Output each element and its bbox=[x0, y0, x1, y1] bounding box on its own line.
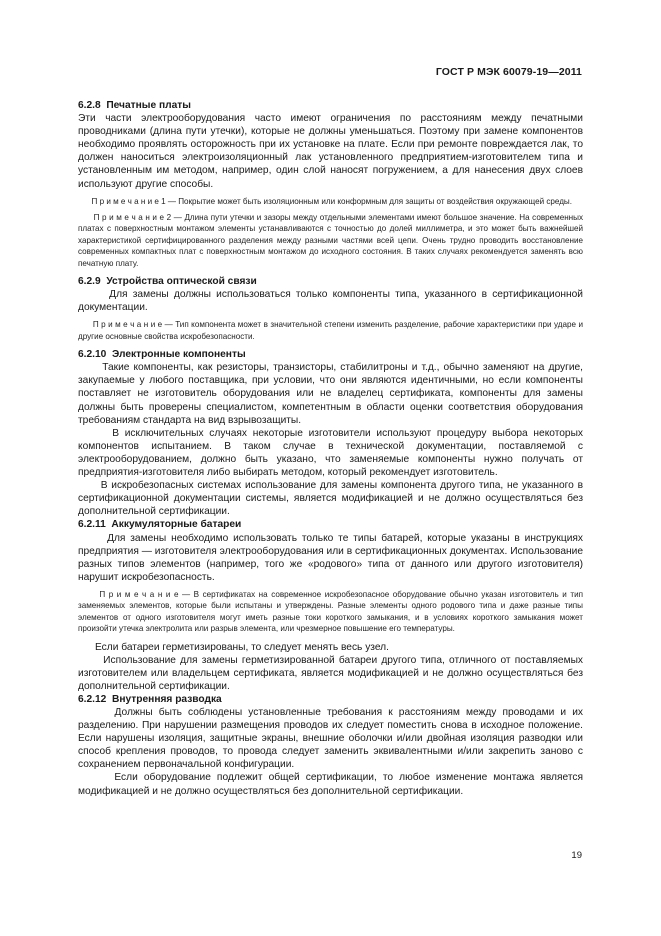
section-title-6-2-12: 6.2.12 Внутренняя разводка bbox=[78, 693, 222, 705]
note-label: П р и м е ч а н и е bbox=[91, 196, 159, 206]
note-label: П р и м е ч а н и е bbox=[93, 213, 165, 223]
page-number: 19 bbox=[571, 850, 582, 861]
document-header: ГОСТ Р МЭК 60079-19—2011 bbox=[435, 66, 582, 78]
note-label: П р и м е ч а н и е bbox=[92, 320, 163, 330]
section-6-2-11-paragraph-1: Для замены необходимо использовать только те типы батарей, которые указаны в инструкциях предприятия — изготовителя электрооборудования или в сертификационных документах. Использование разных типов элементов (например, того же «родового» типа от данного или другого изготовителя) нарушит искробезопасность. bbox=[78, 532, 583, 583]
section-6-2-8-paragraph-1: Эти части электрооборудования часто имеют ограничения по расстояниям между печатными проводниками (длина пути утечки), которые не должны уменьшаться. Поэтому при замене компонентов необходимо проявлять осторожность при их установке на плате. Если при ремонте повреждается лак, то должен наноситься электроизоляционный лак установленного предприятием-изготовителем типа и установленным им методом, например, один слой наносят погружением, а для нанесения двух слоев используют другие способы. bbox=[78, 113, 583, 190]
section-title-6-2-10: 6.2.10 Электронные компоненты bbox=[78, 349, 246, 361]
section-6-2-10-paragraph-2: В исключительных случаях некоторые изготовители используют процедуру выбора некоторых компонентов испытанием. В таком случае в технической документации, поставляемой с электрооборудованием, должно быть указано, что заменяемые компоненты нужно получать от предприятия-изготовителя либо выбирать методом, который рекомендует изготовитель. bbox=[78, 427, 584, 479]
section-title-6-2-9: 6.2.9 Устройства оптической связи bbox=[78, 276, 257, 288]
section-6-2-9-note: П р и м е ч а н и е — Тип компонента может в значительной степени изменить разделение, рабочие характеристики при ударе и другие основные свойства искробезопасности. bbox=[78, 320, 583, 341]
note-label: П р и м е ч а н и е bbox=[99, 589, 179, 599]
section-6-2-10-paragraph-1: Такие компоненты, как резисторы, транзисторы, стабилитроны и т.д., обычно заменяют на другие, закупаемые у любого поставщика, при условии, что они являются идентичными, но если компоненты поставляет не изготовитель оборудования или не владелец сертификата, компоненты для замены должны быть проверены специалистом, компетентным в области оценки соответствия оборудования требованиям стандарта на вид взрывозащиты. bbox=[78, 362, 584, 426]
section-6-2-12-paragraph-1: Должны быть соблюдены установленные требования к расстояниям между проводами и их разделению. При нарушении размещения проводов их следует поместить снова в исходное положение. Если нарушены изоляция, защитные экраны, внешние оболочки и/или двойная изоляция разводки или способ крепления проводов, то провода следует заменить эквивалентными и/или закрепить заново с сохранением первоначальной конфигурации. bbox=[78, 706, 583, 771]
section-6-2-8-note-2: П р и м е ч а н и е 2 — Длина пути утечки и зазоры между отдельными элементами имеют большое значение. На современных платах с поверхностным монтажом элементы устанавливаются с точностью до долей миллиметра, и это может быть важнейшей характеристикой сертифицированного разделения между разными частями всей цепи. Очень трудно проводить восстановление современных компактных плат с поверхностным монтажом до исходного состояния. В таких случаях рекомендуется заменять всю печатную плату. bbox=[78, 213, 583, 268]
section-6-2-10-paragraph-3: В искробезопасных системах использование для замены компонента другого типа, не указанного в сертификационной документации системы, является модификацией и не должно осуществляться без дополнительной сертификации. bbox=[78, 480, 583, 518]
section-6-2-11-paragraph-2: Если батареи герметизированы, то следует менять весь узел. bbox=[94, 641, 389, 653]
section-6-2-12-paragraph-2: Если оборудование подлежит общей сертификации, то любое изменение монтажа является модификацией и не должно осуществляться без дополнительной сертификации. bbox=[78, 772, 583, 797]
section-6-2-11-paragraph-3: Использование для замены герметизированной батареи другого типа, отличного от поставляемых изготовителем или владельцем сертификата, является модификацией и не должно осуществляться без дополнительной сертификации. bbox=[78, 654, 584, 692]
section-6-2-8-note-1: П р и м е ч а н и е 1 — Покрытие может быть изоляционным или конформным для защиты от воздействия окружающей среды. bbox=[91, 196, 573, 206]
section-6-2-11-note: П р и м е ч а н и е — В сертификатах на современное искробезопасное оборудование обычно указан изготовитель и тип заменяемых элементов, которые были испытаны и утверждены. Разные элементы одного родового типа и даже разные типы элементов от одного изготовителя могут иметь разные токи короткого замыкания, и в условиях короткого замыкания может произойти утечка электролита или разрыв элемента, или чрезмерное повышение его температуры. bbox=[78, 589, 583, 634]
section-title-6-2-11: 6.2.11 Аккумуляторные батареи bbox=[78, 519, 242, 531]
page-content bbox=[78, 99, 583, 798]
section-6-2-9-paragraph-1: Для замены должны использоваться только компоненты типа, указанного в сертификационной документации. bbox=[78, 289, 583, 314]
section-title-6-2-8: 6.2.8 Печатные платы bbox=[78, 100, 191, 111]
